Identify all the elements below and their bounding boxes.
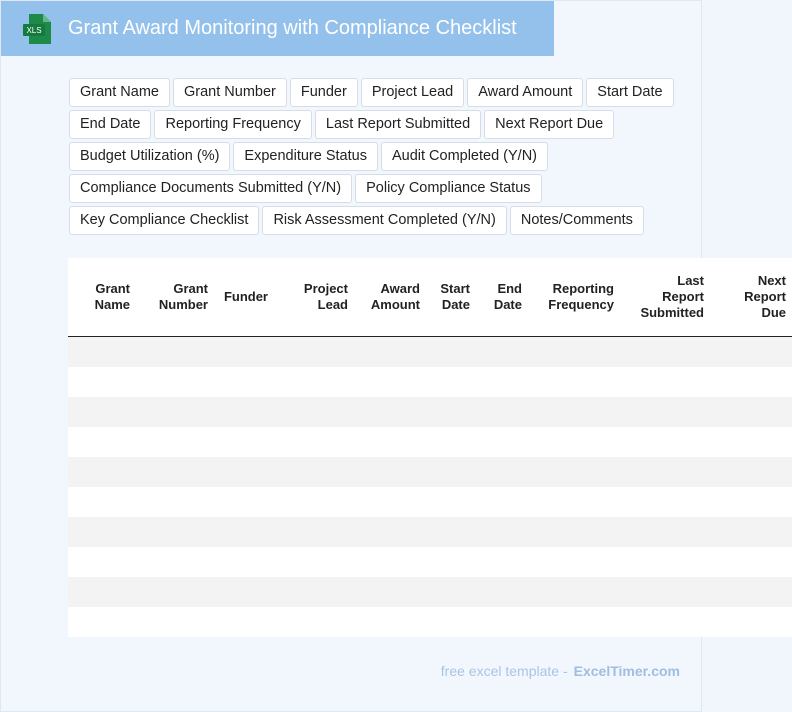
table-cell[interactable] xyxy=(620,427,710,457)
field-chip[interactable]: Audit Completed (Y/N) xyxy=(381,142,548,171)
column-header-line: Date xyxy=(493,297,522,312)
table-row xyxy=(68,487,792,517)
table-row xyxy=(68,397,792,427)
column-header[interactable] xyxy=(620,258,710,337)
table-cell[interactable] xyxy=(426,397,476,427)
table-cell[interactable] xyxy=(476,517,528,547)
field-chip[interactable]: Policy Compliance Status xyxy=(355,174,541,203)
column-header-line: Grant xyxy=(173,281,208,296)
table-cell[interactable] xyxy=(620,577,710,607)
table-cell[interactable] xyxy=(354,577,426,607)
field-chip[interactable]: Budget Utilization (%) xyxy=(69,142,230,171)
table-cell[interactable] xyxy=(476,487,528,517)
column-header[interactable] xyxy=(274,258,354,337)
table-cell[interactable] xyxy=(620,397,710,427)
header-banner xyxy=(1,1,554,56)
table-cell[interactable] xyxy=(528,397,620,427)
table-cell[interactable] xyxy=(354,547,426,577)
table-cell[interactable] xyxy=(214,427,274,457)
table-cell[interactable] xyxy=(710,427,792,457)
table-cell[interactable] xyxy=(620,457,710,487)
column-header-line: Grant xyxy=(95,281,130,296)
table-cell[interactable] xyxy=(620,517,710,547)
table-cell[interactable] xyxy=(710,487,792,517)
field-chip[interactable]: Expenditure Status xyxy=(233,142,378,171)
table-cell[interactable] xyxy=(710,607,792,637)
field-chip[interactable]: Funder xyxy=(290,78,358,107)
table-cell[interactable] xyxy=(528,547,620,577)
field-chip[interactable]: Notes/Comments xyxy=(510,206,644,235)
column-header-line: End xyxy=(497,281,522,296)
table-cell[interactable] xyxy=(68,337,136,368)
table-cell[interactable] xyxy=(620,337,710,368)
column-header-line: Date xyxy=(441,297,470,312)
field-chip[interactable]: Grant Number xyxy=(173,78,287,107)
table-cell[interactable] xyxy=(476,397,528,427)
column-header-line: Reporting xyxy=(552,281,614,296)
table-cell[interactable] xyxy=(426,517,476,547)
column-header-line: Lead xyxy=(317,297,348,312)
table-row xyxy=(68,427,792,457)
table-cell[interactable] xyxy=(136,487,214,517)
table-cell[interactable] xyxy=(476,337,528,368)
column-header-line: Funder xyxy=(223,289,268,304)
table-cell[interactable] xyxy=(354,487,426,517)
column-header-line: Number xyxy=(158,297,208,312)
column-header-line: Report xyxy=(662,289,704,304)
table-cell[interactable] xyxy=(214,397,274,427)
table-cell[interactable] xyxy=(136,547,214,577)
table-cell[interactable] xyxy=(274,517,354,547)
table-cell[interactable] xyxy=(354,427,426,457)
table-cell[interactable] xyxy=(476,457,528,487)
table-cell[interactable] xyxy=(710,577,792,607)
table-header-row xyxy=(68,258,792,337)
column-header-line: Frequency xyxy=(548,297,614,312)
table-cell[interactable] xyxy=(528,337,620,368)
field-chip[interactable]: Last Report Submitted xyxy=(315,110,481,139)
table-cell[interactable] xyxy=(214,607,274,637)
table-cell[interactable] xyxy=(214,577,274,607)
table-cell[interactable] xyxy=(710,367,792,397)
column-header-line: Last xyxy=(677,273,704,288)
field-chip[interactable]: Grant Name xyxy=(69,78,170,107)
column-header-line: Amount xyxy=(370,297,420,312)
table-cell[interactable] xyxy=(354,607,426,637)
table-cell[interactable] xyxy=(68,577,136,607)
footer-free-text: free excel template - xyxy=(440,663,568,679)
table-cell[interactable] xyxy=(620,547,710,577)
page-title: Grant Award Monitoring with Compliance Checklist xyxy=(68,17,517,39)
column-header-line: Award xyxy=(380,281,420,296)
excel-icon-label: XLS xyxy=(26,26,42,35)
chip-row xyxy=(69,142,684,171)
table-cell[interactable] xyxy=(476,367,528,397)
column-header-line: Project xyxy=(303,281,348,296)
table-cell[interactable] xyxy=(426,427,476,457)
table-cell[interactable] xyxy=(528,367,620,397)
table-cell[interactable] xyxy=(274,547,354,577)
field-chip[interactable]: Reporting Frequency xyxy=(154,110,311,139)
table-cell[interactable] xyxy=(214,457,274,487)
field-chip-list xyxy=(69,78,684,238)
field-chip[interactable]: Project Lead xyxy=(361,78,464,107)
table-cell[interactable] xyxy=(710,517,792,547)
table-cell[interactable] xyxy=(68,607,136,637)
table-cell[interactable] xyxy=(426,607,476,637)
excel-file-icon xyxy=(23,14,51,44)
table-cell[interactable] xyxy=(620,367,710,397)
table-cell[interactable] xyxy=(68,457,136,487)
table-cell[interactable] xyxy=(710,397,792,427)
table-cell[interactable] xyxy=(68,517,136,547)
table-cell[interactable] xyxy=(214,337,274,368)
tracker-table xyxy=(68,258,792,637)
table-cell[interactable] xyxy=(136,337,214,368)
column-header-line: Due xyxy=(761,305,786,320)
table-cell[interactable] xyxy=(354,517,426,547)
field-chip[interactable]: Next Report Due xyxy=(484,110,614,139)
column-header-line: Name xyxy=(94,297,130,312)
table-cell[interactable] xyxy=(68,547,136,577)
table-row xyxy=(68,577,792,607)
footer-brand-link[interactable]: ExcelTimer.com xyxy=(573,663,680,679)
table-cell[interactable] xyxy=(528,517,620,547)
table-cell[interactable] xyxy=(136,427,214,457)
table-cell[interactable] xyxy=(136,607,214,637)
table-cell[interactable] xyxy=(426,457,476,487)
table-cell[interactable] xyxy=(214,367,274,397)
table-row xyxy=(68,457,792,487)
table-row xyxy=(68,547,792,577)
table-cell[interactable] xyxy=(274,457,354,487)
table-cell[interactable] xyxy=(528,487,620,517)
table-body xyxy=(68,337,792,638)
table-cell[interactable] xyxy=(620,607,710,637)
column-header[interactable] xyxy=(528,258,620,337)
table-cell[interactable] xyxy=(136,577,214,607)
column-header-line: Submitted xyxy=(640,305,704,320)
chip-row xyxy=(69,174,684,203)
table-cell[interactable] xyxy=(710,337,792,368)
tracker-table-container xyxy=(68,258,786,637)
field-chip[interactable]: End Date xyxy=(69,110,151,139)
table-cell[interactable] xyxy=(426,367,476,397)
chip-row xyxy=(69,110,684,139)
table-cell[interactable] xyxy=(214,517,274,547)
column-header-line: Start xyxy=(440,281,470,296)
column-header[interactable] xyxy=(214,258,274,337)
column-header[interactable] xyxy=(710,258,792,337)
table-cell[interactable] xyxy=(136,457,214,487)
field-chip[interactable]: Start Date xyxy=(586,78,673,107)
table-cell[interactable] xyxy=(354,367,426,397)
table-cell[interactable] xyxy=(274,397,354,427)
table-cell[interactable] xyxy=(710,457,792,487)
field-chip[interactable]: Award Amount xyxy=(467,78,583,107)
table-cell[interactable] xyxy=(476,427,528,457)
table-cell[interactable] xyxy=(354,337,426,368)
table-cell[interactable] xyxy=(274,427,354,457)
table-cell[interactable] xyxy=(136,517,214,547)
table-row xyxy=(68,607,792,637)
table-cell[interactable] xyxy=(426,577,476,607)
column-header[interactable] xyxy=(136,258,214,337)
table-cell[interactable] xyxy=(214,487,274,517)
table-cell[interactable] xyxy=(528,577,620,607)
table-cell[interactable] xyxy=(528,457,620,487)
table-cell[interactable] xyxy=(354,457,426,487)
chip-row xyxy=(69,78,684,107)
table-cell[interactable] xyxy=(476,607,528,637)
column-header[interactable] xyxy=(68,258,136,337)
table-cell[interactable] xyxy=(136,367,214,397)
column-header[interactable] xyxy=(476,258,528,337)
table-cell[interactable] xyxy=(354,397,426,427)
table-cell[interactable] xyxy=(476,577,528,607)
table-cell[interactable] xyxy=(274,607,354,637)
footer-credit xyxy=(441,663,680,679)
table-cell[interactable] xyxy=(274,487,354,517)
table-cell[interactable] xyxy=(274,337,354,368)
table-cell[interactable] xyxy=(68,487,136,517)
table-row xyxy=(68,517,792,547)
field-chip[interactable]: Key Compliance Checklist xyxy=(69,206,259,235)
table-cell[interactable] xyxy=(710,547,792,577)
table-cell[interactable] xyxy=(274,577,354,607)
column-header-line: Report xyxy=(744,289,786,304)
table-cell[interactable] xyxy=(68,367,136,397)
table-cell[interactable] xyxy=(426,337,476,368)
table-cell[interactable] xyxy=(68,397,136,427)
table-cell[interactable] xyxy=(214,547,274,577)
column-header-line: Next xyxy=(757,273,786,288)
chip-row xyxy=(69,206,684,235)
column-header[interactable] xyxy=(354,258,426,337)
table-cell[interactable] xyxy=(426,547,476,577)
field-chip[interactable]: Risk Assessment Completed (Y/N) xyxy=(262,206,506,235)
table-cell[interactable] xyxy=(274,367,354,397)
table-cell[interactable] xyxy=(476,547,528,577)
table-cell[interactable] xyxy=(68,427,136,457)
column-header[interactable] xyxy=(426,258,476,337)
table-cell[interactable] xyxy=(136,397,214,427)
field-chip[interactable]: Compliance Documents Submitted (Y/N) xyxy=(69,174,352,203)
table-cell[interactable] xyxy=(620,487,710,517)
table-row xyxy=(68,367,792,397)
table-row xyxy=(68,337,792,368)
table-cell[interactable] xyxy=(528,427,620,457)
table-cell[interactable] xyxy=(528,607,620,637)
table-cell[interactable] xyxy=(426,487,476,517)
